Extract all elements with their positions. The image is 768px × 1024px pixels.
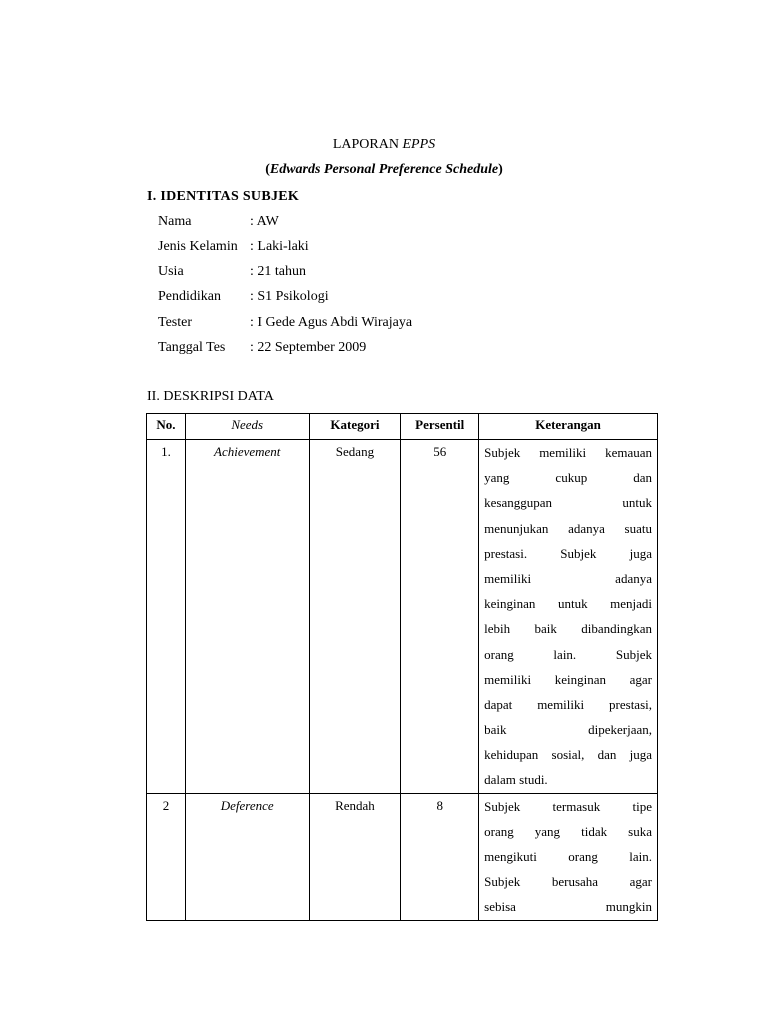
table-row <box>147 793 658 920</box>
keterangan-line: kesanggupan untuk <box>484 495 652 511</box>
keterangan-line: yang cukup dan <box>484 470 652 486</box>
keterangan-line: keinginan untuk menjadi <box>484 596 652 612</box>
subtitle-close-paren: ) <box>498 162 503 177</box>
keterangan-line: prestasi. Subjek juga <box>484 545 652 561</box>
cell-no: 1. <box>147 440 186 794</box>
description-table <box>146 413 658 921</box>
keterangan-line: kehidupan sosial, dan juga <box>484 747 652 763</box>
identity-heading: I. IDENTITAS SUBJEK <box>147 189 300 204</box>
cell-needs: Achievement <box>185 440 309 794</box>
identity-value: : 21 tahun <box>250 264 306 279</box>
keterangan-line: memiliki keinginan agar <box>484 671 652 687</box>
identity-label: Tester <box>158 315 193 330</box>
identity-label: Pendidikan <box>158 289 221 304</box>
title-acronym: EPPS <box>402 137 436 152</box>
column-header-keterangan: Keterangan <box>479 414 658 440</box>
subtitle-text: Edwards Personal Preference Schedule <box>269 162 499 177</box>
keterangan-line: memiliki adanya <box>484 570 652 586</box>
table-header-row <box>147 414 658 440</box>
document-title <box>0 137 768 153</box>
identity-value: : Laki-laki <box>250 239 309 254</box>
keterangan-line: mengikuti orang lain. <box>484 849 652 864</box>
cell-persentil: 8 <box>401 793 479 920</box>
identity-value: : I Gede Agus Abdi Wirajaya <box>250 315 413 330</box>
column-header-needs: Needs <box>185 414 309 440</box>
cell-kategori: Sedang <box>309 440 401 794</box>
column-header-no: No. <box>147 414 186 440</box>
keterangan-line: sebisa mungkin <box>484 899 652 915</box>
cell-keterangan <box>479 793 658 920</box>
document-subtitle <box>0 162 768 178</box>
identity-value: : S1 Psikologi <box>250 289 329 304</box>
keterangan-line: orang yang tidak suka <box>484 823 652 839</box>
keterangan-line: menunjukan adanya suatu <box>484 520 652 536</box>
identity-label: Jenis Kelamin <box>158 239 238 254</box>
identity-label: Usia <box>158 264 184 279</box>
keterangan-line: dalam studi. <box>484 772 548 788</box>
keterangan-line: Subjek termasuk tipe <box>484 798 652 814</box>
cell-needs: Deference <box>185 793 309 920</box>
keterangan-line: baik dipekerjaan, <box>484 722 652 738</box>
keterangan-line: orang lain. Subjek <box>484 646 652 662</box>
table-row <box>147 440 658 794</box>
identity-label: Nama <box>158 214 192 229</box>
cell-no: 2 <box>147 793 186 920</box>
description-heading: II. DESKRIPSI DATA <box>147 389 274 404</box>
keterangan-line: Subjek memiliki kemauan <box>484 445 652 460</box>
keterangan-line: Subjek berusaha agar <box>484 874 652 890</box>
cell-kategori: Rendah <box>309 793 401 920</box>
column-header-persentil: Persentil <box>401 414 479 440</box>
identity-label: Tanggal Tes <box>158 340 226 355</box>
title-prefix: LAPORAN <box>332 137 399 152</box>
identity-value: : AW <box>250 214 279 229</box>
identity-value: : 22 September 2009 <box>250 340 367 355</box>
column-header-kategori: Kategori <box>309 414 401 440</box>
keterangan-line: dapat memiliki prestasi, <box>484 696 652 712</box>
cell-persentil: 56 <box>401 440 479 794</box>
cell-keterangan <box>479 440 658 794</box>
keterangan-line: lebih baik dibandingkan <box>484 621 652 637</box>
subtitle-open-paren: ( <box>265 162 270 177</box>
